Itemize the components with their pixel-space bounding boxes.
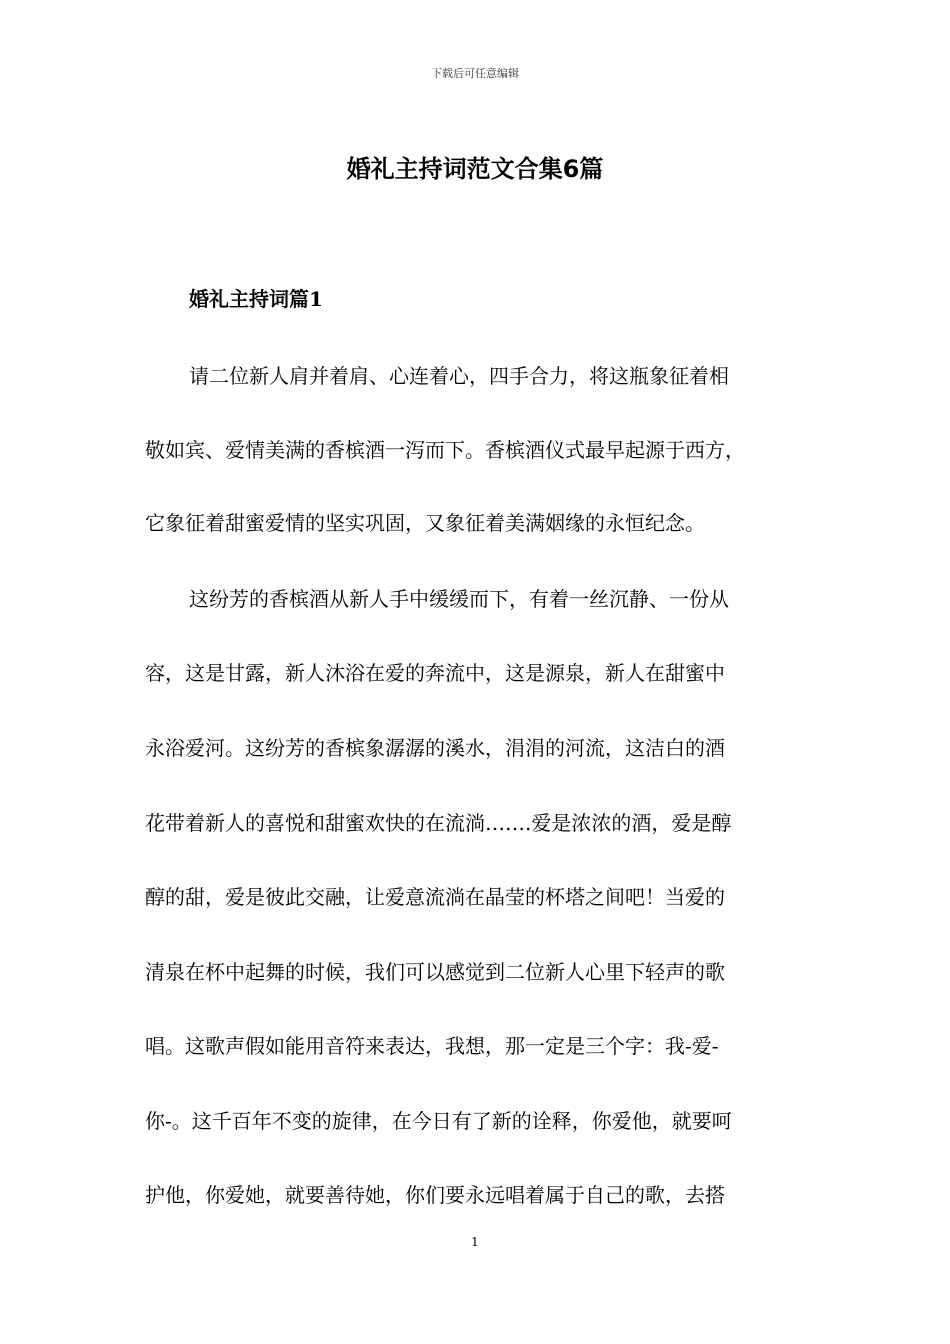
section-heading: 婚礼主持词篇1 — [189, 287, 323, 311]
body-line: 你-。这千百年不变的旋律，在今日有了新的诠释，你爱他，就要呵 — [145, 1109, 732, 1133]
body-line: 敬如宾、爱情美满的香槟酒一泻而下。香槟酒仪式最早起源于西方， — [145, 438, 745, 462]
body-line: 醇的甜，爱是彼此交融，让爱意流淌在晶莹的杯塔之间吧！当爱的 — [145, 885, 725, 909]
body-line: 护他，你爱她，就要善待她，你们要永远唱着属于自己的歌，去搭 — [145, 1183, 725, 1207]
body-line: 请二位新人肩并着肩、心连着心，四手合力，将这瓶象征着相 — [189, 364, 729, 388]
body-line: 这纷芳的香槟酒从新人手中缓缓而下，有着一丝沉静、一份从 — [189, 587, 729, 611]
header-note: 下载后可任意编辑 — [431, 67, 519, 80]
body-line: 清泉在杯中起舞的时候，我们可以感觉到二位新人心里下轻声的歌 — [145, 960, 725, 984]
body-line: 它象征着甜蜜爱情的坚实巩固，又象征着美满姻缘的永恒纪念。 — [145, 511, 705, 535]
body-line: 永浴爱河。这纷芳的香槟象潺潺的溪水，涓涓的河流，这洁白的酒 — [145, 736, 725, 760]
document-title: 婚礼主持词范文合集6篇 — [346, 155, 604, 183]
body-line: 容，这是甘露，新人沐浴在爱的奔流中，这是源泉，新人在甜蜜中 — [145, 661, 725, 685]
page-number: 1 — [471, 1235, 479, 1249]
body-line: 唱。这歌声假如能用音符来表达，我想，那一定是三个字：我-爱- — [145, 1034, 719, 1058]
body-line: 花带着新人的喜悦和甜蜜欢快的在流淌…….爱是浓浓的酒，爱是醇 — [145, 811, 732, 835]
